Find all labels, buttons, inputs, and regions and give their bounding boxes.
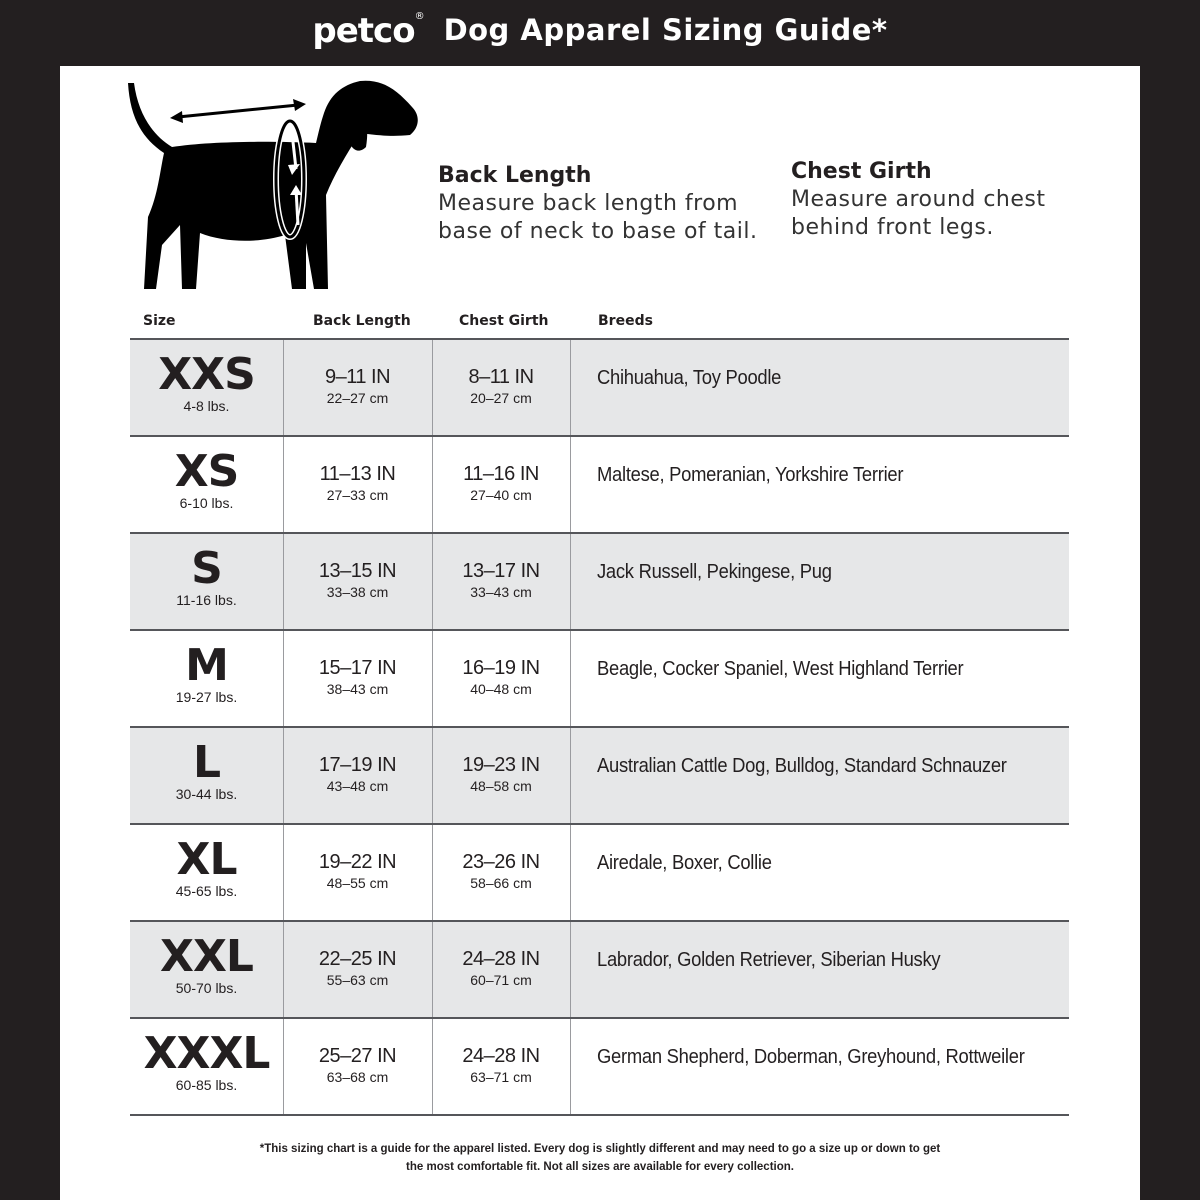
weight-range: 6-10 lbs. <box>179 495 234 511</box>
size-cell <box>130 1019 284 1114</box>
back-length-cm: 33–38 cm <box>326 584 389 600</box>
chest-girth-cm: 33–43 cm <box>470 584 532 600</box>
back-length-cell <box>283 922 433 1017</box>
back-length-inches: 25–27 IN <box>318 1045 397 1067</box>
back-length-cell <box>283 340 433 435</box>
chest-girth-cm: 60–71 cm <box>470 972 532 988</box>
back-length-cell <box>283 437 433 532</box>
back-length-inches: 22–25 IN <box>318 948 397 970</box>
chest-girth-inches: 24–28 IN <box>462 948 540 970</box>
chest-girth-inches: 23–26 IN <box>462 851 540 873</box>
footnote-line-2: the most comfortable fit. Not all sizes are available for every collection. <box>406 1161 794 1173</box>
footnote <box>200 1140 1000 1176</box>
breeds-list: Australian Cattle Dog, Bulldog, Standard Schnauzer <box>597 755 1007 777</box>
back-length-cm: 63–68 cm <box>326 1069 389 1085</box>
chest-girth-instructions <box>791 159 1091 242</box>
breeds-list: Airedale, Boxer, Collie <box>597 852 772 874</box>
size-label: XXXL <box>143 1028 270 1079</box>
size-label: XS <box>174 446 239 497</box>
chest-girth-cm: 48–58 cm <box>470 778 532 794</box>
breeds-cell <box>570 534 1069 629</box>
column-header-chest-girth: Chest Girth <box>459 313 549 329</box>
chest-girth-cm: 20–27 cm <box>470 390 532 406</box>
table-row <box>130 825 1069 922</box>
chest-girth-inches: 11–16 IN <box>463 463 539 485</box>
breeds-cell <box>570 437 1069 532</box>
breeds-list: Maltese, Pomeranian, Yorkshire Terrier <box>597 464 904 486</box>
size-label: L <box>192 737 221 788</box>
sizing-table <box>130 338 1069 1116</box>
size-cell <box>130 437 284 532</box>
table-row <box>130 437 1069 534</box>
petco-logo: petco® <box>312 11 424 51</box>
chest-girth-cm: 63–71 cm <box>470 1069 532 1085</box>
back-length-inches: 13–15 IN <box>318 560 397 582</box>
back-length-inches: 11–13 IN <box>319 463 396 485</box>
breeds-cell <box>570 1019 1069 1114</box>
breeds-cell <box>570 728 1069 823</box>
back-length-cell <box>283 825 433 920</box>
size-label: XXL <box>160 931 253 982</box>
breeds-cell <box>570 825 1069 920</box>
back-length-inches: 17–19 IN <box>318 754 397 776</box>
size-cell <box>130 922 284 1017</box>
breeds-list: Chihuahua, Toy Poodle <box>597 367 782 389</box>
chest-girth-inches: 24–28 IN <box>462 1045 540 1067</box>
table-row <box>130 728 1069 825</box>
breeds-cell <box>570 340 1069 435</box>
back-length-cm: 38–43 cm <box>326 681 389 697</box>
chest-girth-title: Chest Girth <box>791 159 932 184</box>
back-length-text-2: base of neck to base of tail. <box>438 219 758 244</box>
size-cell <box>130 534 284 629</box>
header-bar <box>0 0 1200 66</box>
page-title: Dog Apparel Sizing Guide* <box>443 13 888 47</box>
breeds-cell <box>570 631 1069 726</box>
breeds-cell <box>570 922 1069 1017</box>
back-length-text-1: Measure back length from <box>438 191 739 216</box>
breeds-list: Beagle, Cocker Spaniel, West Highland Terrier <box>597 658 964 680</box>
back-length-cell <box>283 534 433 629</box>
size-label: S <box>191 543 222 594</box>
back-length-cell <box>283 728 433 823</box>
size-label: XXS <box>158 349 255 400</box>
chest-girth-cm: 58–66 cm <box>470 875 532 891</box>
breeds-list: German Shepherd, Doberman, Greyhound, Rottweiler <box>597 1046 1025 1068</box>
column-header-back-length: Back Length <box>313 313 411 329</box>
chest-girth-cell <box>432 728 571 823</box>
chest-girth-cell <box>432 1019 571 1114</box>
weight-range: 60-85 lbs. <box>175 1077 238 1093</box>
chest-girth-inches: 19–23 IN <box>462 754 540 776</box>
chest-girth-text-2: behind front legs. <box>791 215 994 240</box>
chest-girth-cell <box>432 825 571 920</box>
footnote-line-1: *This sizing chart is a guide for the apparel listed. Every dog is slightly different and may need to go a size up or down to get <box>259 1143 941 1155</box>
column-header-size: Size <box>143 313 176 329</box>
weight-range: 11-16 lbs. <box>176 592 237 608</box>
table-row <box>130 534 1069 631</box>
back-length-cm: 48–55 cm <box>326 875 389 891</box>
back-length-instructions <box>438 163 778 246</box>
back-length-title: Back Length <box>438 163 592 188</box>
size-cell <box>130 728 284 823</box>
back-length-inches: 15–17 IN <box>318 657 397 679</box>
size-cell <box>130 825 284 920</box>
chest-girth-cm: 27–40 cm <box>470 487 532 503</box>
chest-girth-cell <box>432 534 571 629</box>
column-header-breeds: Breeds <box>598 313 653 329</box>
weight-range: 4-8 lbs. <box>183 398 230 414</box>
breeds-list: Jack Russell, Pekingese, Pug <box>597 561 832 583</box>
back-length-cell <box>283 631 433 726</box>
chest-girth-cell <box>432 922 571 1017</box>
size-label: M <box>185 640 228 691</box>
back-length-cm: 55–63 cm <box>326 972 389 988</box>
dog-silhouette-icon <box>120 75 430 295</box>
size-cell <box>130 340 284 435</box>
table-row <box>130 338 1069 437</box>
table-row <box>130 631 1069 728</box>
back-length-cm: 27–33 cm <box>326 487 389 503</box>
chest-girth-inches: 13–17 IN <box>462 560 540 582</box>
chest-girth-cell <box>432 340 571 435</box>
weight-range: 30-44 lbs. <box>175 786 238 802</box>
weight-range: 50-70 lbs. <box>175 980 238 996</box>
table-row <box>130 1019 1069 1116</box>
weight-range: 45-65 lbs. <box>175 883 238 899</box>
chest-girth-inches: 16–19 IN <box>462 657 540 679</box>
back-length-cm: 22–27 cm <box>326 390 389 406</box>
back-length-cell <box>283 1019 433 1114</box>
brand-name: petco <box>312 11 415 51</box>
size-cell <box>130 631 284 726</box>
breeds-list: Labrador, Golden Retriever, Siberian Husky <box>597 949 941 971</box>
weight-range: 19-27 lbs. <box>175 689 238 705</box>
back-length-inches: 9–11 IN <box>324 366 391 388</box>
size-label: XL <box>176 834 237 885</box>
back-length-inches: 19–22 IN <box>318 851 397 873</box>
chest-girth-cell <box>432 437 571 532</box>
table-row <box>130 922 1069 1019</box>
chest-girth-cm: 40–48 cm <box>470 681 532 697</box>
chest-girth-text-1: Measure around chest <box>791 187 1046 212</box>
back-length-cm: 43–48 cm <box>326 778 389 794</box>
chest-girth-inches: 8–11 IN <box>468 366 534 388</box>
chest-girth-cell <box>432 631 571 726</box>
